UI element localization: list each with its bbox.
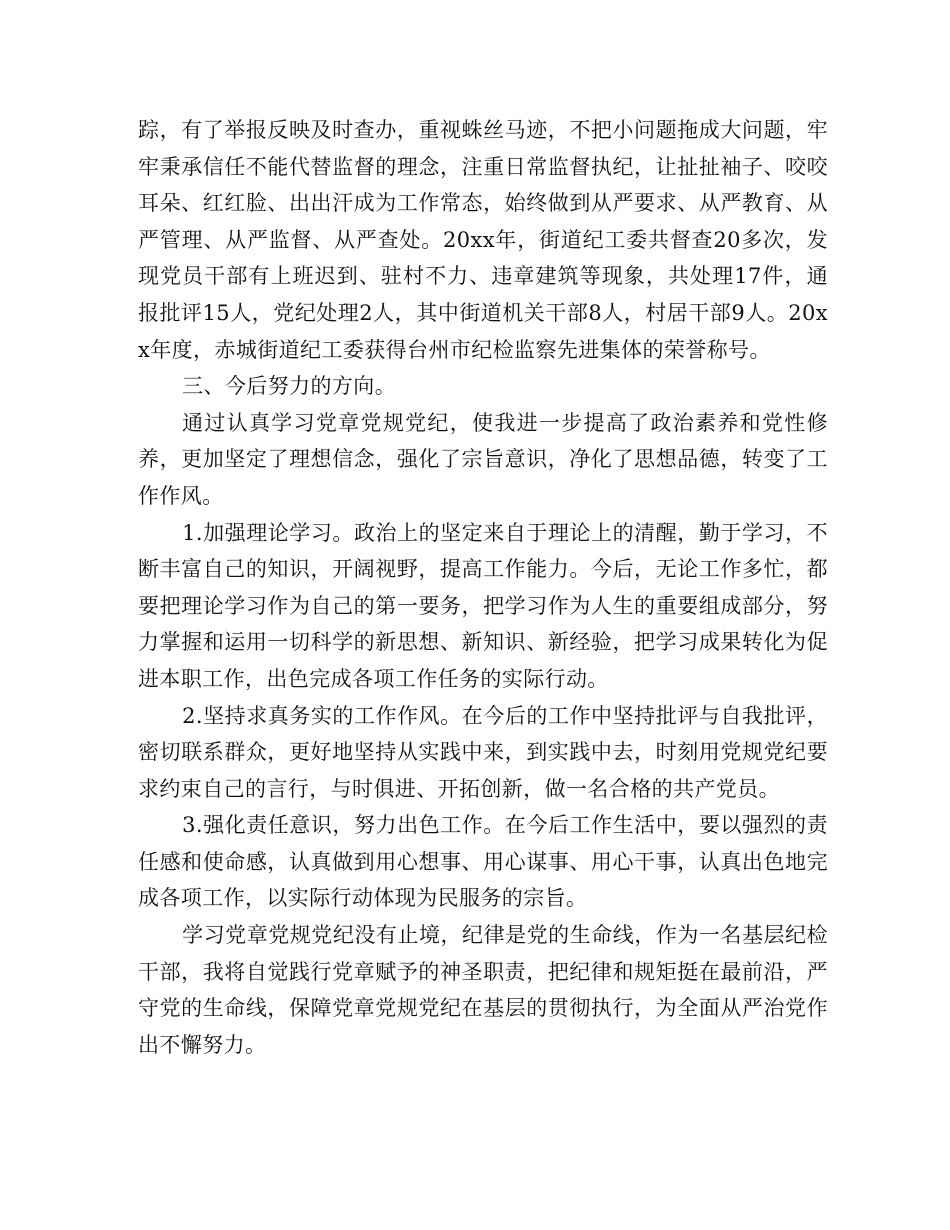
paragraph-intro: 通过认真学习党章党规党纪，使我进一步提高了政治素养和党性修养，更加坚定了理想信念，强化了宗旨意识，净化了思想品德，转变了工作作风。 <box>138 410 828 508</box>
document-body <box>138 112 828 1063</box>
paragraph-item-3: 3.强化责任意识，努力出色工作。在今后工作生活中，要以强烈的责任感和使命感，认真做到用心想事、用心谋事、用心干事，认真出色地完成各项工作，以实际行动体现为民服务的宗旨。 <box>138 813 828 911</box>
section-heading-future-direction: 三、今后努力的方向。 <box>182 374 397 399</box>
paragraph-continuation: 踪，有了举报反映及时查办，重视蛛丝马迹，不把小问题拖成大问题，牢牢秉承信任不能代替监督的理念，注重日常监督执纪，让扯扯袖子、咬咬耳朵、红红脸、出出汗成为工作常态，始终做到从严要求、从严教育、从严管理、从严监督、从严查处。20xx年，街道纪工委共督查20多次，发现党员干部有上班迟到、驻村不力、违章建筑等现象，共处理17件，通报批评15人，党纪处理2人，其中街道机关干部8人，村居干部9人。20xx年度，赤城街道纪工委获得台州市纪检监察先进集体的荣誉称号。 <box>138 118 828 362</box>
paragraph-conclusion: 学习党章党规党纪没有止境，纪律是党的生命线，作为一名基层纪检干部，我将自觉践行党章赋予的神圣职责，把纪律和规矩挺在最前沿，严守党的生命线，保障党章党规党纪在基层的贯彻执行，为全面从严治党作出不懈努力。 <box>138 923 828 1057</box>
paragraph-item-2: 2.坚持求真务实的工作作风。在今后的工作中坚持批评与自我批评，密切联系群众，更好地坚持从实践中来，到实践中去，时刻用党规党纪要求约束自己的言行，与时俱进、开拓创新，做一名合格的共产党员。 <box>138 703 828 801</box>
paragraph-item-1: 1.加强理论学习。政治上的坚定来自于理论上的清醒，勤于学习，不断丰富自己的知识，开阔视野，提高工作能力。今后，无论工作多忙，都要把理论学习作为自己的第一要务，把学习作为人生的重要组成部分，努力掌握和运用一切科学的新思想、新知识、新经验，把学习成果转化为促进本职工作，出色完成各项工作任务的实际行动。 <box>138 520 828 691</box>
